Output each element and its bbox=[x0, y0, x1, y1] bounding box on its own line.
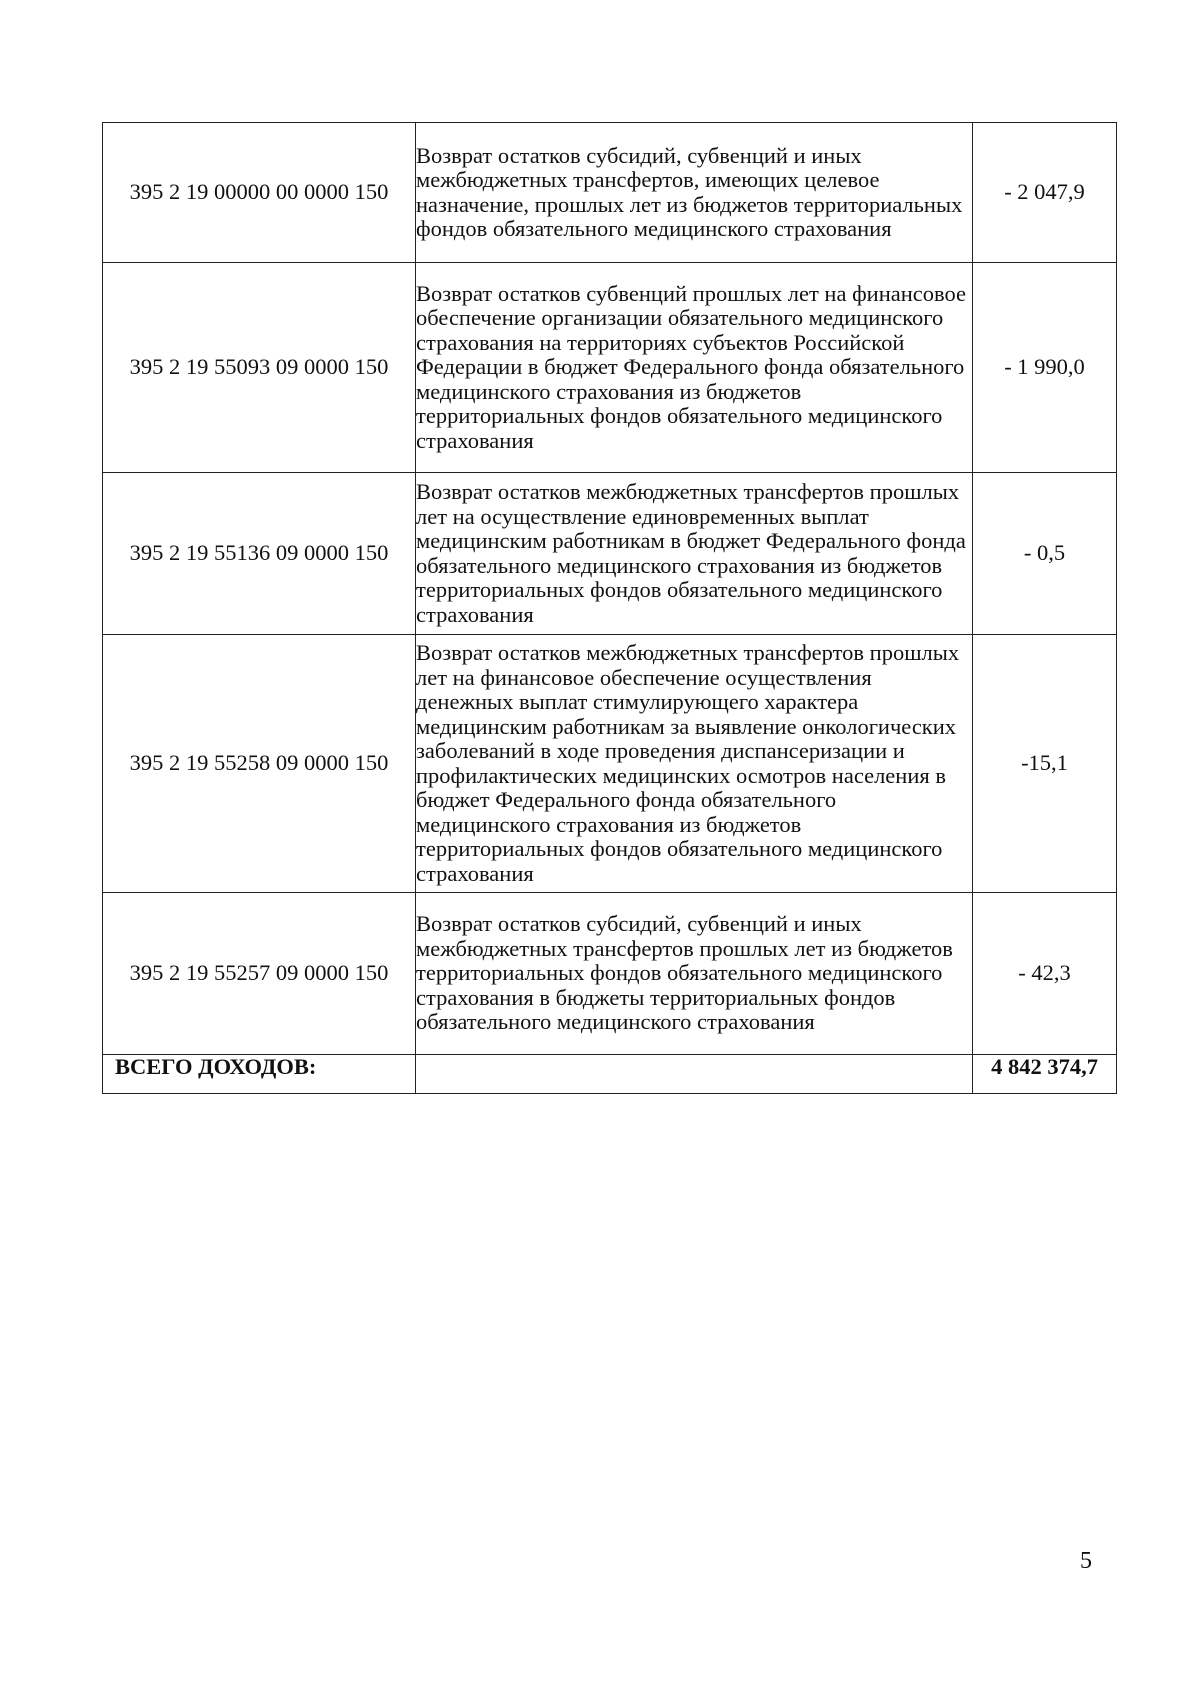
description-cell: Возврат остатков субсидий, субвенций и иных межбюджетных трансфертов, имеющих целевое назначение, прошлых лет из бюджетов территориальных фондов обязательного медицинского страхования bbox=[416, 123, 973, 263]
table-row bbox=[103, 263, 1117, 473]
budget-code-cell: 395 2 19 55093 09 0000 150 bbox=[103, 263, 416, 473]
description-cell: Возврат остатков субсидий, субвенций и иных межбюджетных трансфертов прошлых лет из бюджетов территориальных фондов обязательного медицинского страхования в бюджеты территориальных фондов обязательного медицинского страхования bbox=[416, 893, 973, 1055]
table-row bbox=[103, 123, 1117, 263]
budget-code-cell: 395 2 19 55258 09 0000 150 bbox=[103, 635, 416, 893]
description-cell: Возврат остатков субвенций прошлых лет на финансовое обеспечение организации обязательного медицинского страхования на территориях субъектов Российской Федерации в бюджет Федерального фонда обязательного медицинского страхования из бюджетов территориальных фондов обязательного медицинского страхования bbox=[416, 263, 973, 473]
page-number: 5 bbox=[1080, 1548, 1092, 1574]
amount-cell: - 0,5 bbox=[973, 473, 1117, 635]
amount-cell: - 2 047,9 bbox=[973, 123, 1117, 263]
budget-code-cell: 395 2 19 55257 09 0000 150 bbox=[103, 893, 416, 1055]
total-label: ВСЕГО ДОХОДОВ: bbox=[103, 1055, 416, 1094]
budget-code-cell: 395 2 19 00000 00 0000 150 bbox=[103, 123, 416, 263]
revenue-table bbox=[102, 122, 1117, 1094]
amount-cell: - 1 990,0 bbox=[973, 263, 1117, 473]
budget-code-cell: 395 2 19 55136 09 0000 150 bbox=[103, 473, 416, 635]
description-cell: Возврат остатков межбюджетных трансфертов прошлых лет на финансовое обеспечение осуществления денежных выплат стимулирующего характера медицинским работникам за выявление онкологических заболеваний в ходе проведения диспансеризации и профилактических медицинских осмотров населения в бюджет Федерального фонда обязательного медицинского страхования из бюджетов территориальных фондов обязательного медицинского страхования bbox=[416, 635, 973, 893]
table-row bbox=[103, 635, 1117, 893]
table-row bbox=[103, 473, 1117, 635]
total-amount: 4 842 374,7 bbox=[973, 1055, 1117, 1094]
table-row bbox=[103, 893, 1117, 1055]
total-row bbox=[103, 1055, 1117, 1094]
description-cell: Возврат остатков межбюджетных трансфертов прошлых лет на осуществление единовременных выплат медицинским работникам в бюджет Федерального фонда обязательного медицинского страхования из бюджетов территориальных фондов обязательного медицинского страхования bbox=[416, 473, 973, 635]
total-description-cell bbox=[416, 1055, 973, 1094]
amount-cell: - 42,3 bbox=[973, 893, 1117, 1055]
amount-cell: -15,1 bbox=[973, 635, 1117, 893]
